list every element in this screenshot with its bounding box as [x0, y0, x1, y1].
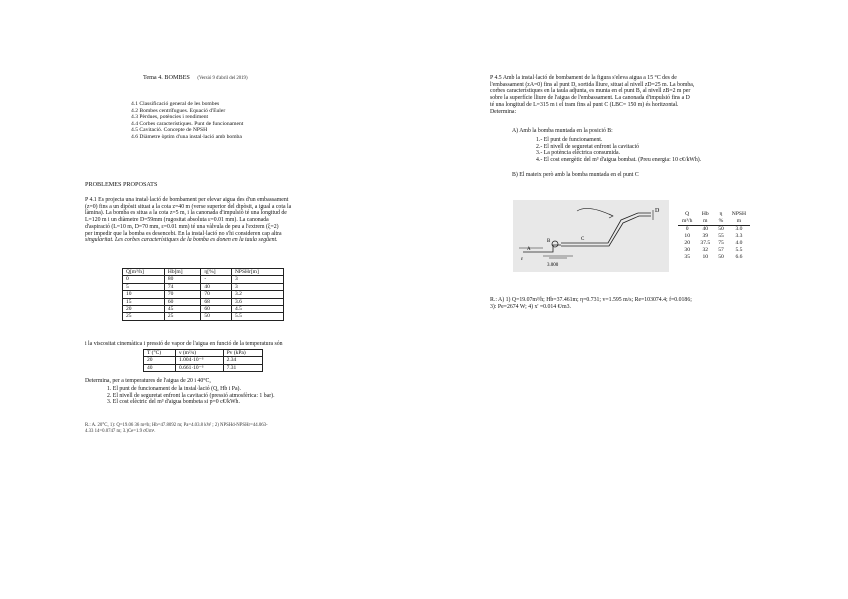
- table-header: ν (m²/s): [175, 350, 223, 357]
- table-cell: 3.0: [735, 226, 743, 232]
- table-cell: 7.31: [223, 364, 262, 371]
- table-header: η: [719, 211, 723, 217]
- text-line: corbes característiques en la taula adjunta, es munta en el punt B, al nivell zB=2 m per: [490, 88, 691, 95]
- table-header: Q[m³/h]: [123, 269, 165, 276]
- table-cell: 40: [201, 283, 232, 290]
- installation-figure: [513, 200, 669, 272]
- table-cell: 45: [164, 306, 201, 313]
- table-cell: 50: [718, 254, 724, 260]
- table-header-row: [678, 211, 750, 218]
- table-cell: 50: [718, 226, 724, 232]
- table-of-contents: [131, 101, 243, 141]
- table-header: NPSH: [731, 211, 747, 217]
- answers-4-5: [490, 297, 692, 310]
- viscosity-table: [143, 349, 263, 372]
- table-cell: 0.661·10⁻⁶: [175, 364, 223, 371]
- answer-line: R.: A) 1) Q=19.07m³/h; Hb=37.461m; η=0.731; v=1.595 m/s; Re=103074.4; f=0.0186;: [490, 297, 692, 303]
- text-line: singularitat. Les corbes característiques de la bomba es donen en la taula següent.: [85, 237, 278, 244]
- table-cell: 74: [164, 283, 201, 290]
- pump-curve-table-right: [678, 211, 750, 261]
- answer-line: 3): Pe=2674 W; 4) x' =0.014 €/m3.: [490, 303, 572, 310]
- answers-4-1: [85, 423, 268, 435]
- table-row: [678, 233, 750, 240]
- table-row: [678, 240, 750, 247]
- table-cell: 10: [123, 291, 165, 298]
- table-header-row: [123, 269, 284, 276]
- table-cell: 35: [684, 254, 690, 260]
- part-a-item: 3.- La potència elèctrica consumida.: [536, 150, 621, 157]
- table-header: Pv (kPa): [223, 350, 262, 357]
- table-cell: 3.6: [231, 298, 283, 305]
- answer-line: R.: A. 20°C, 1): Q=19.06 36 m³/h; Hb=47.8092 m; Pa=4.03.8 kW ; 2) NPSHd-NPSHr=44.063-: [85, 423, 268, 428]
- text-line: sobre la superfície lliure de l'aigua de l'embassament. La canonada d'impulsió fins a D: [490, 95, 690, 102]
- table-header: NPSHr[m]: [231, 269, 283, 276]
- part-a-item: 2.- El nivell de seguretat enfront la cavitació: [536, 143, 640, 150]
- toc-item: 4.6 Diàmetre òptim d'una instal·lació amb bomba: [131, 133, 242, 140]
- table-cell: 37.5: [700, 240, 711, 246]
- part-a-heading: A) Amb la bomba muntada en la posició B:: [512, 128, 613, 134]
- table-header: %: [714, 218, 728, 226]
- table-header: T (°C): [144, 350, 176, 357]
- topic-title: [143, 75, 248, 82]
- table-cell: 32: [702, 247, 709, 253]
- table-header-row: [678, 218, 750, 226]
- table-cell: 0: [685, 226, 689, 232]
- text-line: l'embassament (zA=0) fins al punt D, sortida lliure, situat al nivell zD=25 m. La bomba,: [490, 81, 695, 88]
- table-row: [123, 276, 284, 283]
- figure-label-zone: 3.000: [547, 263, 559, 268]
- pump-curve-table: [122, 268, 284, 321]
- table-cell: 60: [201, 306, 232, 313]
- table-cell: 15: [123, 298, 165, 305]
- determine-line: Determina, per a temperatures de l'aigua de 20 i 40°C,: [85, 378, 211, 384]
- table-cell: 50: [201, 313, 232, 320]
- table-cell: 10: [684, 233, 690, 239]
- question-item: 1. El punt de funcionament de la instal·lació (Q, Hb i Pa).: [107, 386, 241, 392]
- text-line: P 4.1 Es projecta una instal·lació de bombament per elevar aigua des d'un embassament: [85, 197, 289, 203]
- problem-4-1-statement: [85, 197, 291, 244]
- table-cell: 70: [164, 291, 201, 298]
- table-cell: 57: [718, 247, 724, 253]
- figure-label-e: ε: [521, 257, 524, 262]
- part-a-item: 4.- El cost energètic del m³ d'aigua bombat. (Preu energia: 10 c€/kWh).: [536, 157, 702, 164]
- text-line: Determina:: [490, 108, 517, 115]
- table-cell: 4.5: [231, 306, 283, 313]
- table-cell: 5: [123, 283, 165, 290]
- table-cell: 40: [144, 364, 176, 371]
- table-cell: 75: [718, 240, 724, 246]
- table-cell: 1.004·10⁻⁶: [175, 357, 223, 364]
- table-cell: 20: [123, 306, 165, 313]
- table-cell: 70: [201, 291, 232, 298]
- problem-4-5-statement: [490, 75, 694, 115]
- table-cell: 20: [144, 357, 176, 364]
- toc-item: 4.5 Cavitació. Concepte de NPSH: [131, 127, 208, 134]
- figure-label-d: D: [655, 208, 660, 214]
- table-cell: 3: [231, 276, 283, 283]
- table-header: m: [696, 218, 714, 226]
- table-cell: 10: [702, 254, 709, 260]
- question-item: 3. El cost elèctric del m³ d'aigua bombeta si p=0 c€/kWh.: [107, 399, 240, 406]
- question-item: 2. El nivell de seguretat enfront la cavitació (pressió atmosfèrica: 1 bar).: [107, 392, 275, 399]
- text-line: té una longitud de L=315 m i el tram fins al punt C (LBC= 150 m) és horitzontal.: [490, 101, 679, 108]
- table-cell: 5.5: [231, 313, 283, 320]
- table-header: Q: [685, 211, 690, 217]
- figure-label-a: A: [527, 247, 531, 252]
- table-row: [678, 226, 750, 234]
- version-note: (Versió 9 d'abril del 2019): [197, 76, 248, 81]
- table-row: [123, 283, 284, 290]
- table-cell: 3: [231, 283, 283, 290]
- text-line: P 4.5 Amb la instal·lació de bombament de la figura s'eleva aigua a 15 °C des de: [490, 75, 677, 81]
- table-cell: 30: [684, 247, 690, 253]
- toc-item: 4.1 Classificació general de les bombes: [131, 101, 220, 107]
- table-cell: 25: [123, 313, 165, 320]
- table-cell: 20: [684, 240, 690, 246]
- table-cell: 5.5: [735, 247, 743, 253]
- table-cell: 68: [201, 298, 232, 305]
- table-row: [144, 364, 263, 371]
- table-cell: 0: [123, 276, 165, 283]
- table-row: [123, 291, 284, 298]
- table-cell: 3.3: [735, 233, 743, 239]
- answer-line: 4.33 14=0.0747 m; 3.)Ce=1.9 c€/m³.: [85, 429, 156, 434]
- part-a-item: 1.- El punt de funcionament.: [536, 137, 603, 143]
- text-line: per impedir que la bomba es desencebi. En la instal·lació no s'hi consideren cap altra: [85, 230, 282, 237]
- figure-label-b: B: [547, 239, 551, 244]
- table-header: Hb: [701, 211, 709, 217]
- part-a-list: [536, 137, 701, 164]
- table-cell: 55: [718, 233, 724, 239]
- table-header: m³/h: [678, 218, 696, 226]
- table-header: m: [728, 218, 750, 226]
- table-row: [123, 306, 284, 313]
- table-cell: 3.2: [231, 291, 283, 298]
- table-row: [678, 247, 750, 254]
- table-cell: 60: [164, 298, 201, 305]
- toc-item: 4.3 Pèrdues, potències i rendiment: [131, 114, 209, 121]
- table-row: [123, 298, 284, 305]
- table-row: [123, 313, 284, 320]
- viscosity-intro: i la viscositat cinemàtica i pressió de vapor de l'aigua en funció de la temperatura són: [85, 341, 283, 347]
- section-heading: PROBLEMES PROPOSATS: [85, 181, 158, 188]
- text-line: L=120 m i un diàmetre D=59mm (rugositat absoluta ε=0.01 mm). La canonada: [85, 217, 269, 224]
- topic-title-text: Tema 4. BOMBES: [143, 74, 190, 81]
- toc-item: 4.4 Corbes característiques. Punt de funcionament: [131, 120, 244, 127]
- table-cell: 4.0: [735, 240, 743, 246]
- text-line: (z=0) fins a un dipòsit situat a la cota z=40 m (verse superior del dipòsit, a igual a cota la: [85, 203, 292, 210]
- table-cell: 2.34: [223, 357, 262, 364]
- table-header: η[%]: [201, 269, 232, 276]
- table-cell: 25: [164, 313, 201, 320]
- table-cell: -: [201, 276, 232, 283]
- table-header-row: [144, 350, 263, 357]
- table-cell: 40: [702, 226, 709, 232]
- text-line: làmina). La bomba es situa a la cota z=5 m, i la canonada d'impulsió té una longitud de: [85, 210, 287, 217]
- text-line: d'aspiració (L=10 m, D=70 mm, ε=0.01 mm) té una vàlvula de peu a l'extrem (ξ=2): [85, 223, 279, 230]
- table-row: [678, 254, 750, 261]
- table-cell: 80: [164, 276, 201, 283]
- table-header: Hb[m]: [164, 269, 201, 276]
- table-cell: 6.6: [735, 254, 743, 260]
- figure-label-c: C: [581, 237, 585, 242]
- table-cell: 39: [702, 233, 709, 239]
- part-b-heading: B) El mateix però amb la bomba muntada en el punt C: [512, 172, 639, 178]
- question-list: [107, 386, 275, 406]
- table-row: [144, 357, 263, 364]
- toc-item: 4.2 Bombes centrífugues. Equació d'Euler: [131, 107, 226, 114]
